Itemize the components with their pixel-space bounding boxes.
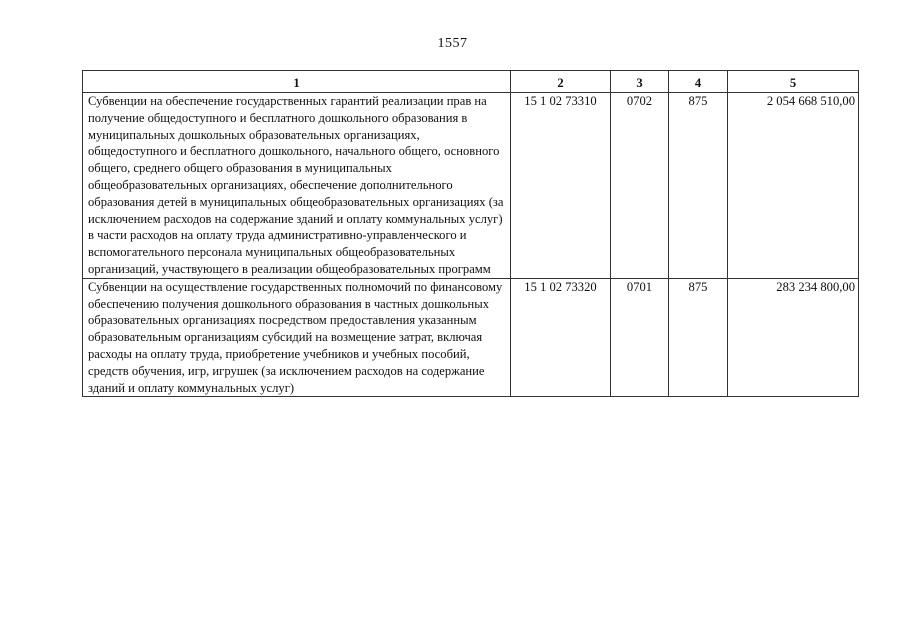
- table-header: [83, 71, 859, 93]
- table-row: [83, 278, 859, 397]
- row-section-code: 0702: [611, 93, 669, 279]
- row-section-code: 0701: [611, 278, 669, 397]
- row-description: Субвенции на осуществление государственных полномочий по финансовому обеспечению получения дошкольного образования в частных дошкольных образовательных организациях посредством предоставления указанным образовательным организациям субсидий на возмещение затрат, включая расходы на оплату труда, приобретение учебников и учебных пособий, средств обучения, игр, игрушек (за исключением расходов на содержание зданий и оплату коммунальных услуг): [83, 278, 511, 397]
- row-expense-type: 875: [669, 93, 728, 279]
- row-target-code: 15 1 02 73310: [511, 93, 611, 279]
- table-body: [83, 93, 859, 397]
- header-col-1: 1: [83, 71, 511, 93]
- row-amount: 283 234 800,00: [728, 278, 859, 397]
- row-expense-type: 875: [669, 278, 728, 397]
- budget-table: [82, 70, 859, 397]
- header-col-5: 5: [728, 71, 859, 93]
- table-row: [83, 93, 859, 279]
- header-col-2: 2: [511, 71, 611, 93]
- header-col-3: 3: [611, 71, 669, 93]
- header-col-4: 4: [669, 71, 728, 93]
- row-target-code: 15 1 02 73320: [511, 278, 611, 397]
- row-description: Субвенции на обеспечение государственных гарантий реализации прав на получение общедоступного и бесплатного дошкольного образования в муниципальных дошкольных образовательных организациях, общедоступного и бесплатного дошкольного, начального общего, основного общего, среднего общего образования в муниципальных общеобразовательных организациях, обеспечение дополнительного образования детей в муниципальных общеобразовательных организациях (за исключением расходов на содержание зданий и оплату коммунальных услуг) в части расходов на оплату труда административно-управленческого и вспомогательного персонала муниципальных общеобразовательных организаций, участвующего в реализации общеобразовательных программ: [83, 93, 511, 279]
- header-row: [83, 71, 859, 93]
- row-amount: 2 054 668 510,00: [728, 93, 859, 279]
- page-number: 1557: [437, 36, 468, 51]
